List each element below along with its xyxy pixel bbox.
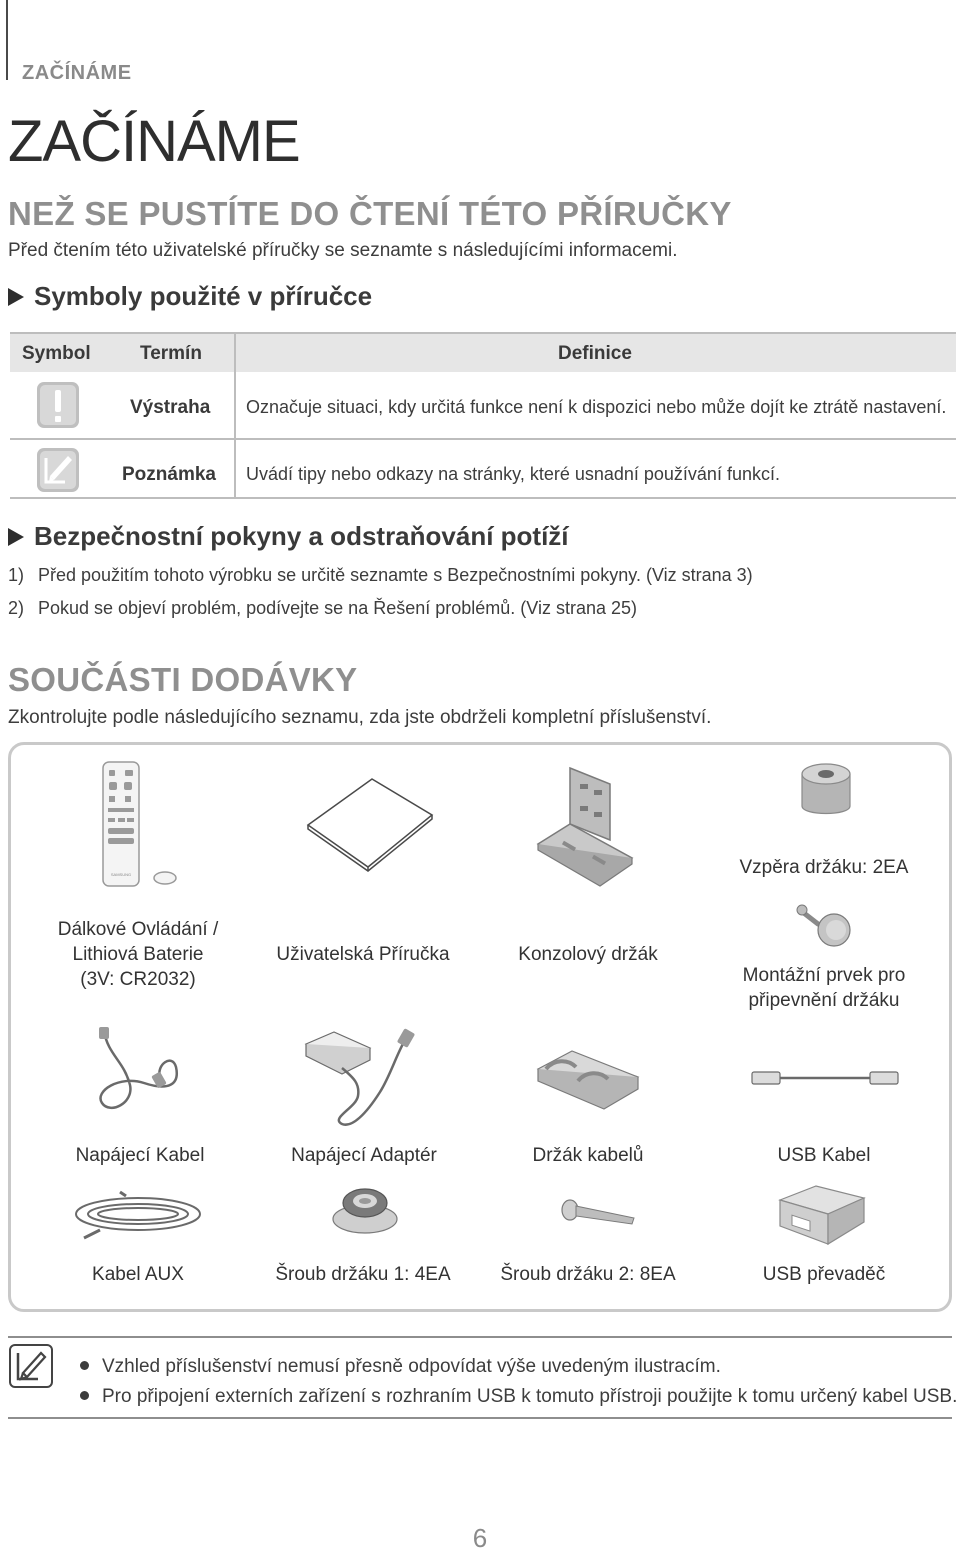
power-adapter-icon [300, 1022, 430, 1132]
item-caption-cable-holder: Držák kabelů [532, 1145, 644, 1166]
wall-bracket-icon [532, 762, 642, 887]
page-number: 6 [472, 1523, 488, 1553]
item-caption-usb-adapter: USB převaděč [762, 1264, 886, 1285]
item-caption-screw-2: Šroub držáku 2: 8EA [500, 1264, 676, 1285]
note-icon [8, 1343, 54, 1389]
item-caption-mounting-screw: Montážní prvek pro připevnění držáku [742, 965, 906, 1011]
bracket-spacer-icon [796, 760, 856, 822]
section-heading-before-reading: NEŽ SE PUSTÍTE DO ČTENÍ TÉTO PŘÍRUČKY [8, 195, 732, 232]
bullet-icon [80, 1391, 89, 1400]
contents-intro: Zkontrolujte podle následujícího seznamu, zda jste obdrželi kompletní příslušenství. [8, 707, 712, 728]
term-warning: Výstraha [130, 397, 211, 418]
item-caption-spacer: Vzpěra držáku: 2EA [739, 857, 909, 878]
item-caption-wall-bracket: Konzolový držák [518, 944, 658, 965]
chapter-title: ZAČÍNÁME [8, 109, 300, 174]
row-divider [10, 438, 956, 440]
svg-text:SAMSUNG: SAMSUNG [110, 872, 132, 877]
definition-note: Uvádí tipy nebo odkazy na stránky, které usnadní používání funkcí. [246, 464, 780, 484]
bracket-screw-1-icon [330, 1185, 400, 1237]
usb-cable-icon [750, 1066, 900, 1090]
item-caption-manual: Uživatelská Příručka [276, 944, 450, 965]
subheading-symbols: Symboly použité v příručce [8, 281, 372, 312]
item-caption-remote: Dálkové Ovládání / Lithiová Baterie (3V: CR2032) [57, 919, 219, 990]
list-item: 2) Pokud se objeví problém, podívejte se na Řešení problémů. (Viz strana 25) [8, 598, 638, 618]
header-bar [6, 0, 8, 80]
aux-cable-icon [70, 1190, 206, 1242]
cable-holder-icon [532, 1045, 644, 1113]
term-note: Poznámka [122, 464, 216, 485]
item-caption-usb-cable: USB Kabel [777, 1145, 871, 1166]
usb-adapter-icon [776, 1180, 868, 1250]
note-item: Vzhled příslušenství nemusí přesně odpovídat výše uvedeným ilustracím. [80, 1356, 721, 1378]
list-item: 1) Před použitím tohoto výrobku se určitě seznamte s Bezpečnostními pokyny. (Viz strana 3) [8, 565, 753, 585]
remote-control-icon [95, 760, 185, 890]
item-caption-screw-1: Šroub držáku 1: 4EA [275, 1264, 451, 1285]
column-header-symbol: Symbol [22, 343, 91, 364]
triangle-bullet-icon [8, 288, 24, 306]
column-divider [234, 334, 236, 497]
note-item: Pro připojení externích zařízení s rozhraním USB k tomuto přístroji použijte k tomu určený kabel USB. [80, 1386, 957, 1408]
item-caption-power-cable: Napájecí Kabel [75, 1145, 205, 1166]
bullet-icon [80, 1361, 89, 1370]
note-divider-bottom [8, 1417, 952, 1419]
triangle-bullet-icon [8, 528, 24, 546]
manual-icon [300, 775, 440, 875]
mounting-screw-icon [796, 902, 856, 950]
definition-warning: Označuje situaci, kdy určitá funkce není k dispozici nebo může dojít ke ztrátě nastavení. [246, 397, 947, 417]
subheading-safety: Bezpečnostní pokyny a odstraňování potíží [8, 521, 569, 552]
item-caption-aux-cable: Kabel AUX [92, 1264, 184, 1285]
running-header: ZAČÍNÁME [22, 62, 132, 84]
before-reading-intro: Před čtením této uživatelské příručky se seznamte s následujícími informacemi. [8, 240, 678, 261]
bracket-screw-2-icon [558, 1196, 638, 1230]
note-divider-top [8, 1336, 952, 1338]
column-header-definition: Definice [558, 343, 632, 364]
table-header [10, 334, 956, 372]
item-caption-power-adapter: Napájecí Adaptér [291, 1145, 437, 1166]
section-heading-contents: SOUČÁSTI DODÁVKY [8, 661, 358, 698]
column-header-term: Termín [140, 343, 202, 364]
symbols-table [10, 332, 956, 499]
note-icon [35, 446, 81, 494]
warning-icon [35, 380, 81, 430]
power-cable-icon [90, 1025, 190, 1125]
